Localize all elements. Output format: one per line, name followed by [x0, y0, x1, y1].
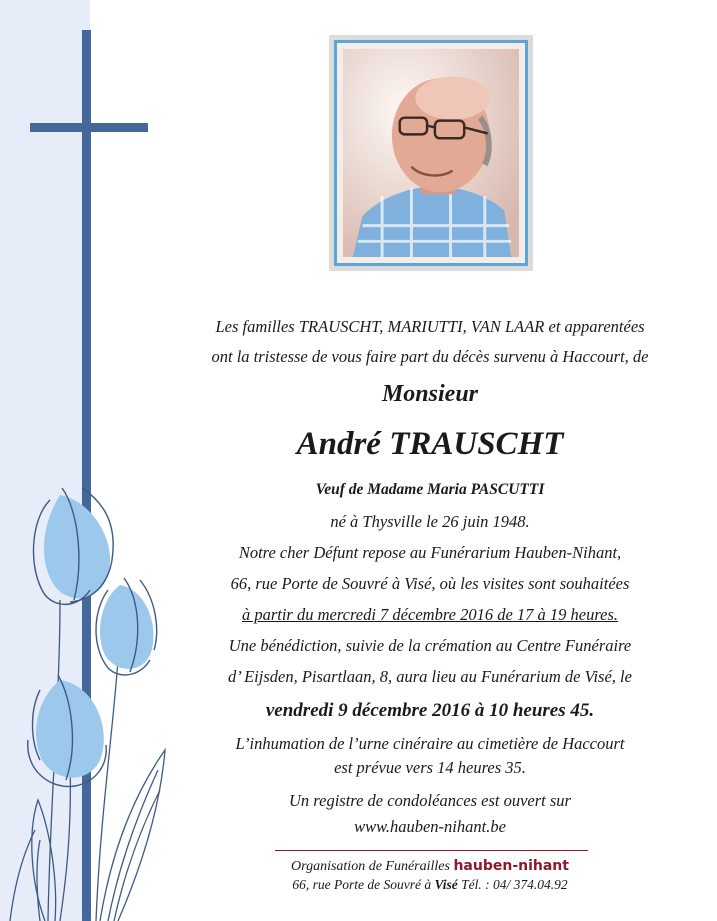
blessing-line-2: d’ Eijsden, Pisartlaan, 8, aura lieu au Funérarium de Visé, le [228, 667, 632, 686]
repose-line-2: 66, rue Porte de Souvré à Visé, où les visites sont souhaitées [230, 574, 630, 593]
portrait-photo [343, 49, 519, 257]
footer-address-prefix: 66, rue Porte de Souvré à [292, 877, 432, 892]
repose-line-1: Notre cher Défunt repose au Funérarium Hauben-Nihant, [238, 543, 622, 562]
ceremony-date: vendredi 9 décembre 2016 à 10 heures 45. [265, 700, 595, 721]
flower-icon [28, 675, 106, 787]
footer-org-prefix: Organisation de Funérailles [291, 859, 450, 874]
cross-icon [82, 30, 91, 921]
widower-line: Veuf de Madame Maria PASCUTTI [315, 481, 545, 498]
flower-icon [34, 488, 114, 604]
deceased-name: André TRAUSCHT [296, 426, 564, 462]
burial-line-1: L’inhumation de l’urne cinéraire au cimetière de Haccourt [235, 734, 625, 753]
footer-address [150, 877, 710, 893]
birth-line: né à Thysville le 26 juin 1948. [330, 512, 530, 531]
intro-line-1: Les familles TRAUSCHT, MARIUTTI, VAN LAAR et apparentées [215, 317, 645, 336]
register-website-link[interactable]: www.hauben-nihant.be [354, 817, 506, 836]
visit-hours: à partir du mercredi 7 décembre 2016 de 17 à 19 heures. [241, 605, 619, 624]
footer-city: Visé [434, 877, 458, 892]
blessing-line-1: Une bénédiction, suivie de la crémation au Centre Funéraire [228, 636, 632, 655]
burial-line-2: est prévue vers 14 heures 35. [334, 758, 526, 777]
footer-phone: Tél. : 04/ 374.04.92 [461, 877, 568, 892]
footer-organisation [150, 858, 710, 875]
intro-line-2: ont la tristesse de vous faire part du décès survenu à Haccourt, de [211, 347, 649, 366]
flower-icon [96, 578, 157, 675]
brand-logo: hauben-nihant [453, 858, 569, 874]
honorific-title: Monsieur [381, 381, 479, 407]
footer-divider [275, 850, 588, 851]
register-line-1: Un registre de condoléances est ouvert sur [289, 791, 571, 810]
portrait-frame [329, 35, 533, 271]
